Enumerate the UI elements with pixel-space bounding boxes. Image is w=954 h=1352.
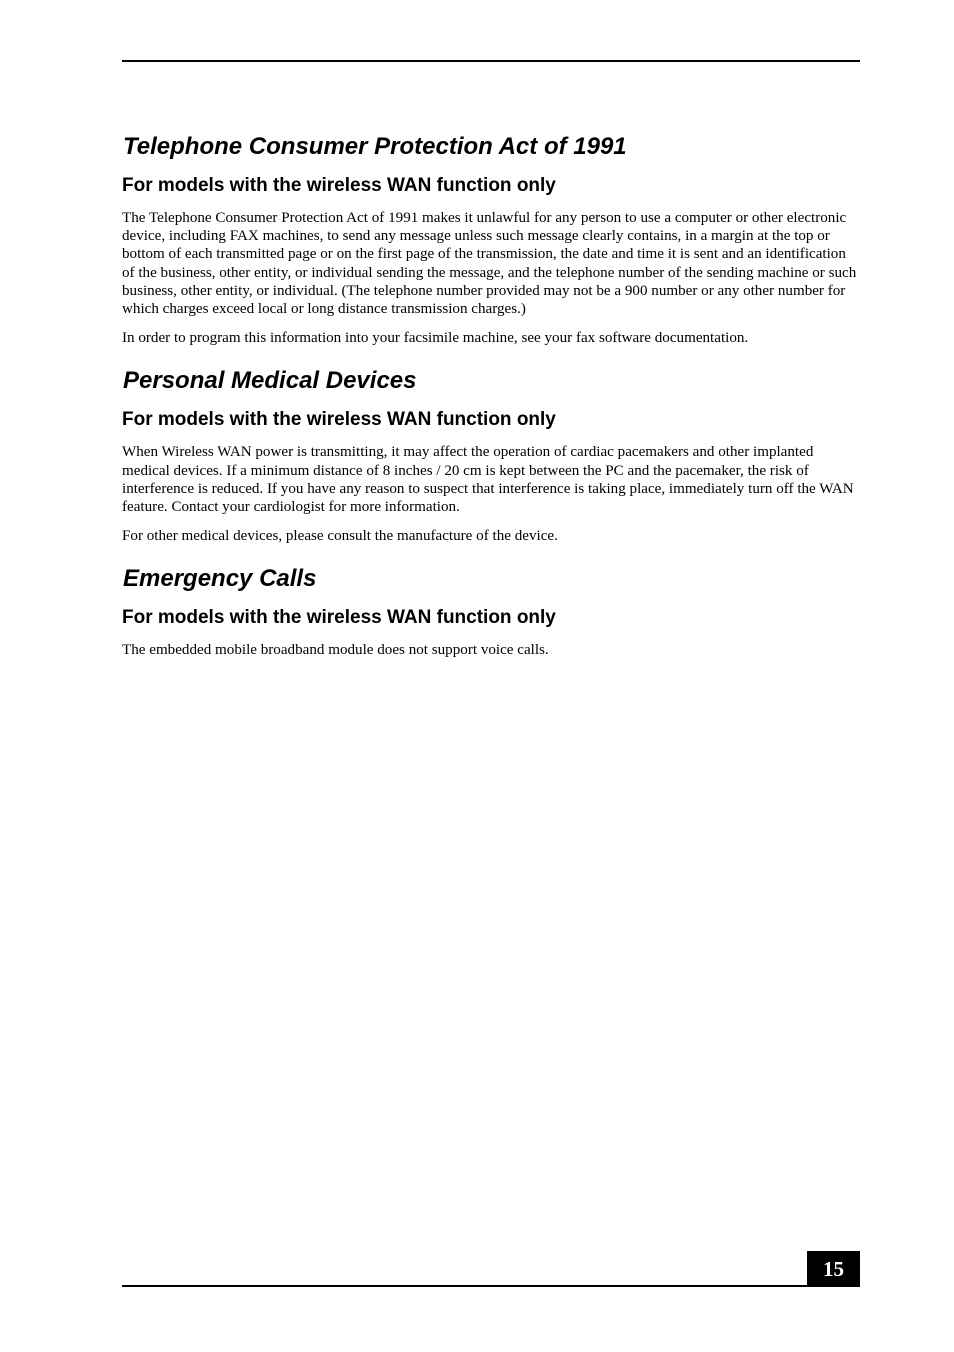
- paragraph: When Wireless WAN power is transmitting, it may affect the operation of cardiac pacemakers and other implanted medical devices. If a minimum distance of 8 inches / 20 cm is kept between the PC and the pacemaker, the risk of interference is reduced. If you have any reason to suspect that interference is taking place, immediately turn off the WAN feature. Contact your cardiologist for more information.: [122, 444, 854, 516]
- section-subtitle: For models with the wireless WAN function only: [122, 607, 556, 629]
- paragraph: In order to program this information into your facsimile machine, see your fax software documentation.: [122, 330, 749, 347]
- section-subtitle: For models with the wireless WAN function only: [122, 409, 556, 431]
- page-content: [122, 132, 858, 679]
- section-telephone-consumer-protection: [122, 132, 858, 347]
- section-title: Telephone Consumer Protection Act of 1991: [123, 133, 627, 160]
- header-rule: [122, 60, 860, 62]
- paragraph: The Telephone Consumer Protection Act of 1991 makes it unlawful for any person to use a computer or other electronic device, including FAX machines, to send any message unless such message clearly contains, in a margin at the top or bottom of each transmitted page or on the first page of the transmission, the date and time it is sent and an identification of the business, other entity, or individual sending the message, and the telephone number of the sending machine or such business, other entity, or individual. (The telephone number provided may not be a 900 number or any other number for which charges exceed local or long distance transmission charges.): [122, 210, 857, 318]
- page-number: 15: [807, 1251, 860, 1287]
- section-title: Personal Medical Devices: [123, 367, 417, 395]
- paragraph: The embedded mobile broadband module does not support voice calls.: [122, 642, 549, 659]
- section-personal-medical-devices: [122, 366, 858, 545]
- paragraph: For other medical devices, please consult the manufacture of the device.: [122, 528, 558, 545]
- section-subtitle: For models with the wireless WAN function only: [122, 175, 556, 196]
- section-emergency-calls: [122, 564, 858, 659]
- section-title: Emergency Calls: [123, 565, 317, 593]
- footer-rule: [122, 1285, 860, 1287]
